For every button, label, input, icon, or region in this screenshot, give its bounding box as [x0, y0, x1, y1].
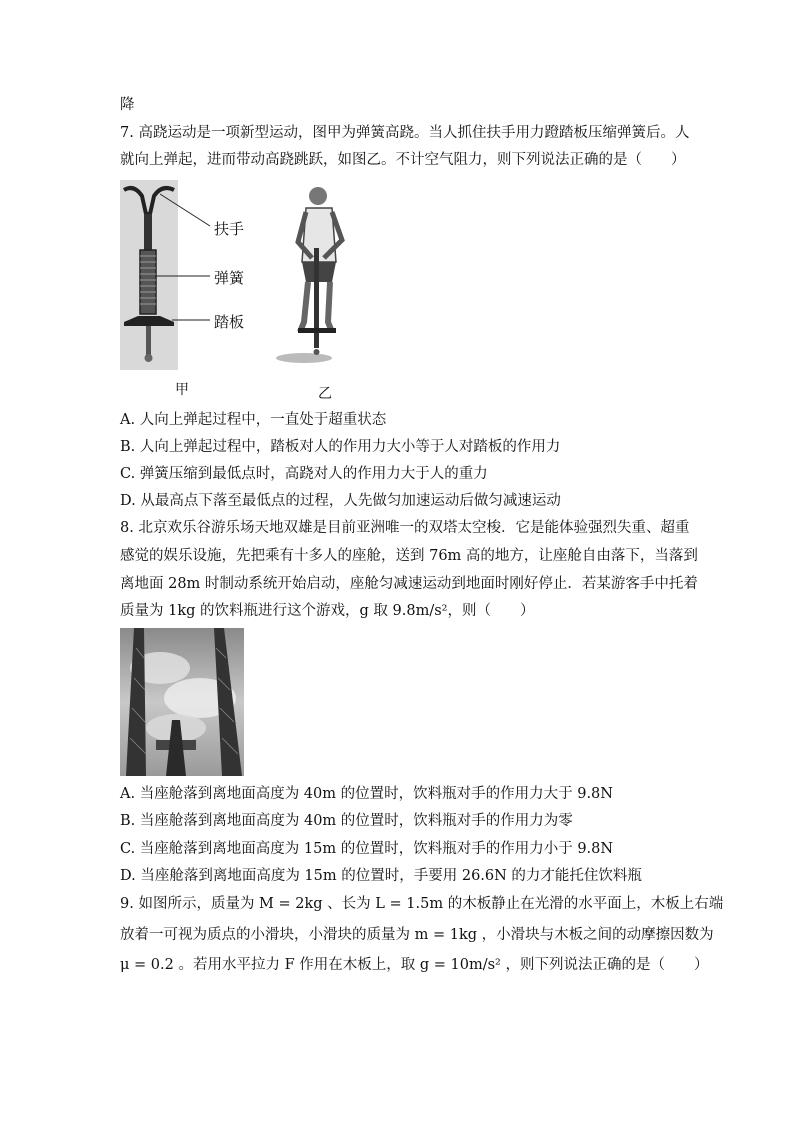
head [309, 187, 327, 205]
left-leg [300, 282, 308, 332]
q7-option-c: C. 弹簧压缩到最低点时，高跷对人的作用力大于人的重力 [120, 466, 488, 482]
pogo-pedal [298, 328, 336, 333]
q8-option-a: A. 当座舱落到离地面高度为 40m 的位置时，饮料瓶对手的作用力大于 9.8N [120, 786, 613, 802]
caption-jia: 甲 [175, 382, 189, 398]
q8-stem-line3: 离地面 28m 时制动系统开始启动，座舱匀减速运动到地面时刚好停止．若某游客手中托着 [120, 576, 698, 592]
lower-rod [146, 326, 151, 356]
q8-option-d: D. 当座舱落到离地面高度为 15m 的位置时，手要用 26.6N 的力才能托住饮料瓶 [120, 868, 642, 884]
upper-tube [144, 214, 152, 250]
pogo-stick-figure [120, 180, 270, 370]
label-pedal: 踏板 [214, 313, 245, 331]
q7-option-b: B. 人向上弹起过程中，踏板对人的作用力大小等于人对踏板的作用力 [120, 439, 561, 455]
q7-stem-line2: 就向上弹起，进而带动高跷跳跃，如图乙。不计空气阻力，则下列说法正确的是（ ） [120, 152, 686, 168]
q7-option-d: D. 从最高点下落至最低点的过程，人先做匀加速运动后做匀减速运动 [120, 493, 561, 509]
q9-stem-line1: 9. 如图所示，质量为 M = 2kg 、长为 L = 1.5m 的木板静止在光滑的水平面上，木板上右端 [120, 896, 724, 912]
q8-stem-line1: 8. 北京欢乐谷游乐场天地双雄是目前亚洲唯一的双塔太空梭．它是能体验强烈失重、超重 [120, 520, 690, 536]
q7-option-a: A. 人向上弹起过程中，一直处于超重状态 [120, 412, 387, 428]
q8-option-c: C. 当座舱落到离地面高度为 15m 的位置时，饮料瓶对手的作用力小于 9.8N [120, 841, 614, 857]
right-leg [328, 282, 332, 332]
shadow [276, 353, 332, 363]
label-handle: 扶手 [214, 220, 245, 238]
person-on-pogo-figure [272, 182, 362, 372]
label-spring: 弹簧 [214, 269, 245, 287]
q8-stem-line4: 质量为 1kg 的饮料瓶进行这个游戏，g 取 9.8m/s²，则（ ） [120, 603, 535, 619]
rubber-foot [145, 354, 153, 362]
q9-stem-line2: 放着一可视为质点的小滑块，小滑块的质量为 m = 1kg ，小滑块与木板之间的动摩擦因数为 [120, 927, 714, 943]
top-fragment: 降 [120, 97, 135, 113]
q9-stem-line3: μ = 0.2 。若用水平拉力 F 作用在木板上，取 g = 10m/s² ，则下列说法正确的是（ ） [120, 957, 709, 973]
twin-towers-photo [120, 628, 244, 776]
q8-stem-line2: 感觉的娱乐设施，先把乘有十多人的座舱，送到 76m 高的地方，让座舱自由落下，当落到 [120, 548, 698, 564]
q7-stem-line1: 7. 高跷运动是一项新型运动，图甲为弹簧高跷。当人抓住扶手用力蹬踏板压缩弹簧后。人 [120, 125, 690, 141]
caption-yi: 乙 [318, 386, 332, 402]
q8-option-b: B. 当座舱落到离地面高度为 40m 的位置时，饮料瓶对手的作用力为零 [120, 813, 573, 829]
pogo-foot [314, 349, 320, 355]
